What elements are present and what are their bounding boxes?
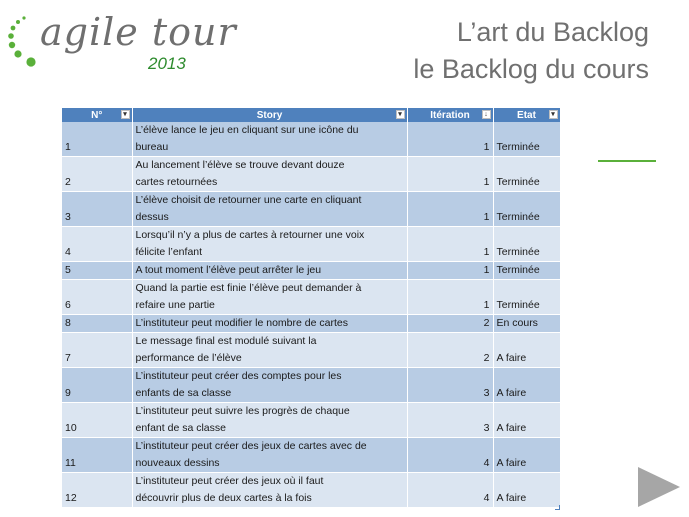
- cell-iteration[interactable]: 3: [407, 403, 493, 438]
- cell-num[interactable]: 10: [62, 403, 132, 438]
- cell-iteration[interactable]: 1: [407, 262, 493, 280]
- cell-story[interactable]: [132, 192, 407, 227]
- cell-story[interactable]: [132, 473, 407, 508]
- cell-etat[interactable]: Terminée: [493, 192, 560, 227]
- backlog-table-container: [62, 108, 560, 508]
- cell-etat[interactable]: Terminée: [493, 122, 560, 157]
- cell-iteration[interactable]: 1: [407, 280, 493, 315]
- cell-story[interactable]: [132, 333, 407, 368]
- cell-iteration[interactable]: 2: [407, 315, 493, 333]
- story-line: A tout moment l’élève peut arrêter le jeu: [135, 264, 322, 276]
- cell-story[interactable]: [132, 315, 407, 333]
- filter-dropdown-icon[interactable]: ▾: [549, 110, 558, 119]
- cell-iteration[interactable]: 1: [407, 192, 493, 227]
- story-line: cartes retournées: [135, 176, 218, 188]
- cell-num[interactable]: 3: [62, 192, 132, 227]
- story-line: Quand la partie est finie l’élève peut demander à: [135, 282, 362, 294]
- story-line: L’instituteur peut créer des jeux où il faut: [135, 475, 324, 487]
- table-row: [62, 315, 560, 333]
- agile-tour-logo: [4, 6, 237, 76]
- cell-iteration[interactable]: 3: [407, 368, 493, 403]
- table-row: [62, 438, 560, 473]
- cell-num[interactable]: 6: [62, 280, 132, 315]
- filter-dropdown-icon[interactable]: ▾: [121, 110, 130, 119]
- cell-etat[interactable]: Terminée: [493, 227, 560, 262]
- backlog-table: [62, 108, 561, 508]
- cell-iteration[interactable]: 1: [407, 157, 493, 192]
- story-line: L’instituteur peut suivre les progrès de chaque: [135, 405, 350, 417]
- cell-etat[interactable]: A faire: [493, 438, 560, 473]
- table-row: [62, 157, 560, 192]
- column-header-num: [62, 108, 132, 122]
- column-header-etat: [493, 108, 560, 122]
- next-slide-button[interactable]: [636, 466, 682, 508]
- story-line: découvrir plus de deux cartes à la fois: [135, 492, 312, 504]
- cell-num[interactable]: 11: [62, 438, 132, 473]
- story-line: Au lancement l’élève se trouve devant douze: [135, 159, 345, 171]
- story-line: enfants de sa classe: [135, 387, 232, 399]
- cell-iteration[interactable]: 4: [407, 438, 493, 473]
- logo-text: agile tour: [40, 10, 237, 54]
- cell-iteration[interactable]: 1: [407, 122, 493, 157]
- story-line: L’instituteur peut créer des comptes pour les: [135, 370, 342, 382]
- story-line: L’instituteur peut créer des jeux de cartes avec de: [135, 440, 367, 452]
- cell-iteration[interactable]: 2: [407, 333, 493, 368]
- cell-etat[interactable]: Terminée: [493, 280, 560, 315]
- cell-num[interactable]: 12: [62, 473, 132, 508]
- table-row: [62, 333, 560, 368]
- slide-title: [413, 14, 649, 88]
- story-line: félicite l’enfant: [135, 246, 203, 258]
- cell-story[interactable]: [132, 262, 407, 280]
- accent-line: [598, 160, 656, 162]
- story-line: Lorsqu’il n’y a plus de cartes à retourner une voix: [135, 229, 365, 241]
- cell-num[interactable]: 7: [62, 333, 132, 368]
- cell-num[interactable]: 8: [62, 315, 132, 333]
- story-line: L’élève choisit de retourner une carte en cliquant: [135, 194, 362, 206]
- cell-num[interactable]: 2: [62, 157, 132, 192]
- cell-num[interactable]: 1: [62, 122, 132, 157]
- column-header-etat-label: Etat: [517, 109, 536, 121]
- table-row: [62, 280, 560, 315]
- table-resize-handle[interactable]: [555, 505, 560, 510]
- cell-etat[interactable]: A faire: [493, 403, 560, 438]
- story-line: nouveaux dessins: [135, 457, 220, 469]
- cell-story[interactable]: [132, 122, 407, 157]
- table-body: [62, 122, 560, 508]
- story-line: refaire une partie: [135, 299, 215, 311]
- cell-iteration[interactable]: 4: [407, 473, 493, 508]
- cell-etat[interactable]: A faire: [493, 333, 560, 368]
- cell-story[interactable]: [132, 368, 407, 403]
- column-header-story-label: Story: [256, 109, 283, 121]
- story-line: L’élève lance le jeu en cliquant sur une icône du: [135, 124, 359, 136]
- story-line: performance de l’élève: [135, 352, 242, 364]
- sort-filter-icon[interactable]: ↓: [482, 110, 491, 119]
- story-line: enfant de sa classe: [135, 422, 226, 434]
- cell-etat[interactable]: Terminée: [493, 157, 560, 192]
- table-row: [62, 473, 560, 508]
- cell-etat[interactable]: En cours: [493, 315, 560, 333]
- column-header-story: [132, 108, 407, 122]
- slide-title-line1: L’art du Backlog: [456, 17, 649, 47]
- cell-etat[interactable]: Terminée: [493, 262, 560, 280]
- logo-dots-icon: [4, 6, 44, 76]
- play-triangle-icon: [638, 467, 680, 507]
- cell-num[interactable]: 9: [62, 368, 132, 403]
- cell-story[interactable]: [132, 280, 407, 315]
- story-line: L’instituteur peut modifier le nombre de cartes: [135, 317, 348, 329]
- story-line: bureau: [135, 141, 169, 153]
- table-row: [62, 192, 560, 227]
- cell-num[interactable]: 4: [62, 227, 132, 262]
- logo-year: 2013: [148, 54, 186, 73]
- column-header-iteration-label: Itération: [430, 109, 470, 121]
- cell-story[interactable]: [132, 157, 407, 192]
- filter-dropdown-icon[interactable]: ▾: [396, 110, 405, 119]
- table-row: [62, 403, 560, 438]
- cell-num[interactable]: 5: [62, 262, 132, 280]
- table-row: [62, 368, 560, 403]
- table-row: [62, 227, 560, 262]
- column-header-iteration: [407, 108, 493, 122]
- slide-title-line2: le Backlog du cours: [413, 54, 649, 84]
- table-row: [62, 262, 560, 280]
- cell-iteration[interactable]: 1: [407, 227, 493, 262]
- cell-story[interactable]: [132, 403, 407, 438]
- table-header-row: [62, 108, 560, 122]
- story-line: dessus: [135, 211, 169, 223]
- cell-etat[interactable]: A faire: [493, 473, 560, 508]
- cell-etat[interactable]: A faire: [493, 368, 560, 403]
- cell-story[interactable]: [132, 438, 407, 473]
- column-header-num-label: N°: [91, 109, 103, 121]
- story-line: Le message final est modulé suivant la: [135, 335, 317, 347]
- cell-story[interactable]: [132, 227, 407, 262]
- table-row: [62, 122, 560, 157]
